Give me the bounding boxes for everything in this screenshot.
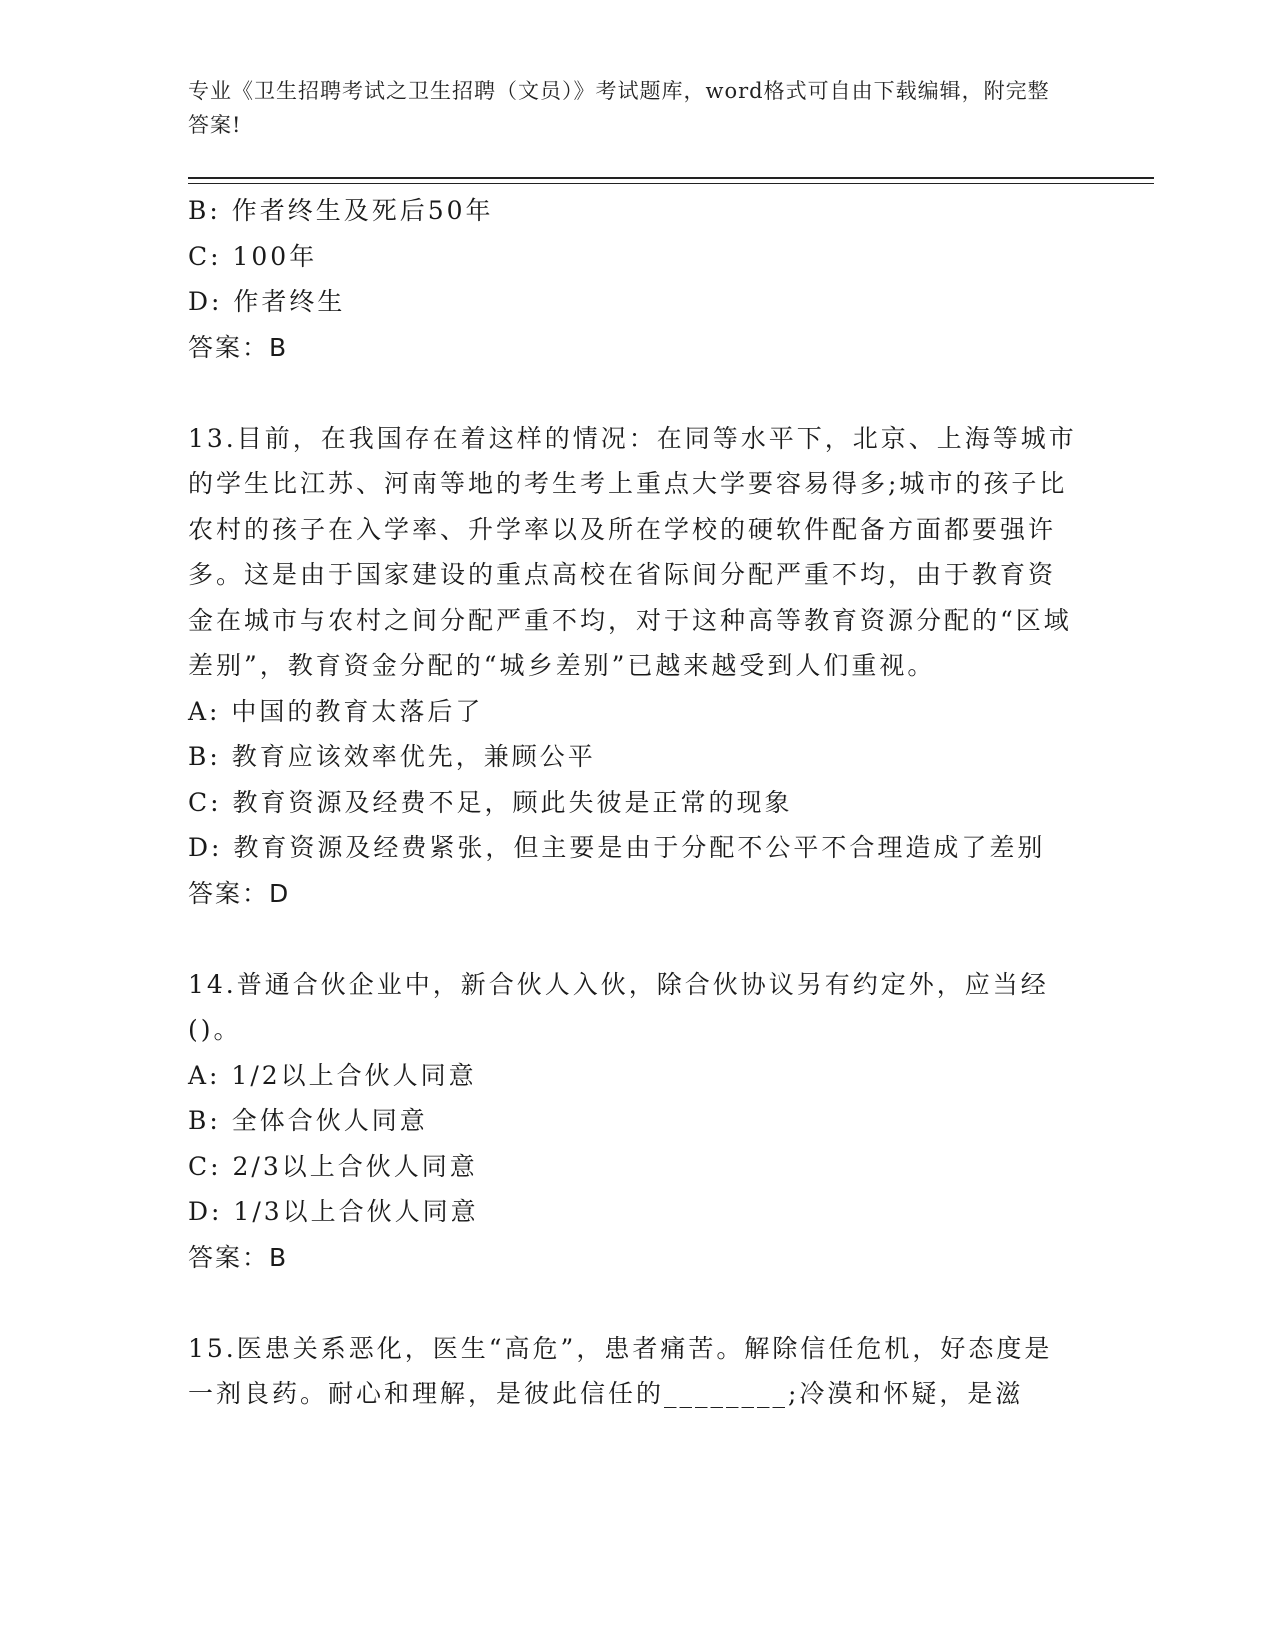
question-15 [188, 1326, 1078, 1417]
option-b: B: 作者终生及死后50年 [188, 196, 494, 225]
option-d: D: 教育资源及经费紧张，但主要是由于分配不公平不合理造成了差别 [188, 833, 1046, 862]
question-stem: 14.普通合伙企业中，新合伙人入伙，除合伙协议另有约定外，应当经()。 [188, 969, 1049, 1044]
page-header: 专业《卫生招聘考试之卫生招聘（文员）》考试题库，word格式可自由下载编辑，附完整答案! [188, 79, 1050, 137]
answer-line: 答案：D [188, 878, 291, 908]
option-b: B: 全体合伙人同意 [188, 1106, 428, 1135]
question-content [188, 188, 1078, 1417]
spacer [188, 370, 1078, 416]
option-d: D: 1/3以上合伙人同意 [188, 1197, 479, 1226]
option-c: C: 2/3以上合伙人同意 [188, 1151, 478, 1181]
question-13 [188, 416, 1078, 917]
answer-line: 答案：B [188, 1242, 289, 1272]
option-a: A: 中国的教育太落后了 [188, 696, 484, 726]
header-divider-thick [188, 177, 1154, 179]
option-c: C: 教育资源及经费不足，顾此失彼是正常的现象 [188, 787, 793, 817]
option-b: B: 教育应该效率优先，兼顾公平 [188, 742, 596, 771]
option-c: C: 100年 [188, 241, 318, 271]
header-divider-thin [188, 183, 1154, 184]
question-14 [188, 962, 1078, 1281]
prev-question [188, 188, 1078, 370]
question-stem: 13.目前，在我国存在着这样的情况：在同等水平下，北京、上海等城市的学生比江苏、河南等地的考生考上重点大学要容易得多;城市的孩子比农村的孩子在入学率、升学率以及所在学校的硬软件配备方面都要强许多。这是由于国家建设的重点高校在省际间分配严重不均，由于教育资金在城市与农村之间分配严重不均，对于这种高等教育资源分配的“区域差别”，教育资金分配的“城乡差别”已越来越受到人们重视。 [188, 423, 1077, 680]
question-stem: 15.医患关系恶化，医生“高危”，患者痛苦。解除信任危机，好态度是一剂良药。耐心和理解，是彼此信任的________;冷漠和怀疑，是滋 [188, 1333, 1053, 1408]
option-a: A: 1/2以上合伙人同意 [188, 1060, 477, 1090]
answer-line: 答案：B [188, 332, 289, 362]
spacer [188, 1280, 1078, 1326]
option-d: D: 作者终生 [188, 287, 346, 316]
spacer [188, 916, 1078, 962]
